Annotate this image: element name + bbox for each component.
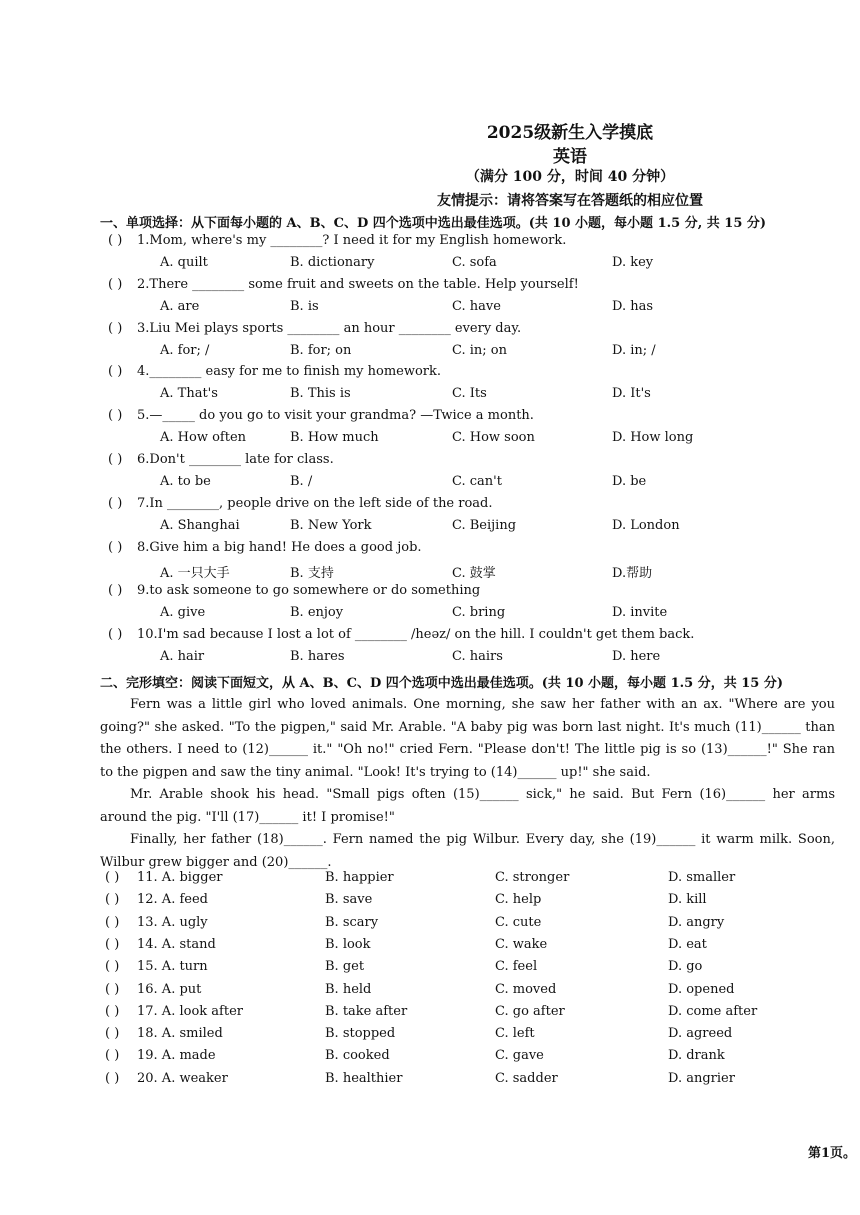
option-a: A. to be bbox=[160, 474, 211, 489]
option-c: C. sadder bbox=[495, 1070, 558, 1086]
option-c: C. wake bbox=[495, 936, 548, 952]
option-c: C. have bbox=[452, 298, 501, 314]
option-c: C. gave bbox=[495, 1048, 544, 1064]
option-a: A. for; / bbox=[160, 342, 210, 358]
option-a: A. quilt bbox=[160, 255, 208, 270]
question-stem: 9.to ask someone to go somewhere or do something bbox=[137, 583, 481, 599]
option-b: B. save bbox=[325, 892, 373, 908]
option-c: C. left bbox=[495, 1026, 535, 1042]
question-stem: 4.________ easy for me to finish my homework. bbox=[137, 364, 442, 380]
option-d: D. smaller bbox=[668, 870, 736, 885]
option-d: D.帮助 bbox=[612, 565, 653, 581]
answer-blank[interactable]: ( ) bbox=[108, 495, 123, 511]
option-d: D. go bbox=[668, 959, 703, 975]
score-time: （满分 100 分，时间 40 分钟） bbox=[465, 169, 675, 185]
option-a: A. are bbox=[160, 298, 200, 314]
option-a: 14. A. stand bbox=[137, 936, 216, 952]
answer-blank[interactable]: ( ) bbox=[108, 276, 123, 292]
option-b: B. enjoy bbox=[290, 605, 344, 621]
option-d: D. has bbox=[612, 298, 654, 314]
answer-blank[interactable]: ( ) bbox=[105, 914, 120, 930]
option-d: D. key bbox=[612, 255, 654, 270]
cloze-item-11 bbox=[0, 870, 860, 892]
option-b: B. get bbox=[325, 959, 365, 975]
option-b: B. hares bbox=[290, 649, 345, 665]
option-c: C. cute bbox=[495, 914, 542, 930]
answer-blank[interactable]: ( ) bbox=[105, 959, 120, 975]
question-6-options bbox=[0, 474, 860, 496]
question-8 bbox=[0, 540, 860, 562]
option-c: C. 鼓掌 bbox=[452, 565, 496, 581]
section2-heading: 二、完形填空：阅读下面短文，从 A、B、C、D 四个选项中选出最佳选项。(共 10 小题，每小题 1.5 分，共 15 分) bbox=[100, 676, 784, 691]
question-stem: 8.Give him a big hand! He does a good job. bbox=[137, 539, 422, 555]
option-a: 12. A. feed bbox=[137, 892, 208, 908]
question-5 bbox=[0, 408, 860, 430]
option-d: D. angrier bbox=[668, 1070, 735, 1086]
answer-blank[interactable]: ( ) bbox=[105, 892, 120, 908]
question-9-options bbox=[0, 605, 860, 627]
option-b: B. New York bbox=[290, 517, 372, 533]
option-d: D. angry bbox=[668, 914, 725, 930]
option-a: A. That's bbox=[160, 386, 218, 402]
question-3-options bbox=[0, 343, 860, 365]
answer-blank[interactable]: ( ) bbox=[105, 870, 120, 885]
option-b: B. dictionary bbox=[290, 255, 375, 270]
option-d: D. eat bbox=[668, 936, 707, 952]
option-a: 16. A. put bbox=[137, 981, 202, 997]
passage-paragraph-2: Mr. Arable shook his head. "Small pigs often (15)______ sick," he said. But Fern (16)______ her arms around the pig. "I'll (17)______ it! I promise!" bbox=[100, 787, 835, 825]
option-b: B. take after bbox=[325, 1003, 408, 1019]
option-c: C. sofa bbox=[452, 255, 497, 270]
exam-title: 2025级新生入学摸底 bbox=[486, 123, 654, 143]
page-number: 第1页。 bbox=[808, 1146, 857, 1161]
option-d: D. kill bbox=[668, 892, 707, 908]
question-9 bbox=[0, 583, 860, 605]
passage-paragraph-1: Fern was a little girl who loved animals. One morning, she saw her father with an ax. "Where are you going?" she asked. "To the pigpen," said Mr. Arable. "A baby pig was born last night. It's much (11)______ than the others. I need to (12)______ it." "Oh no!" cried Fern. "Please don't! The little pig is so (13)______!" She ran to the pigpen and saw the tiny animal. "Look! It's trying to (14)______ up!" she said. bbox=[100, 697, 835, 780]
answer-blank[interactable]: ( ) bbox=[105, 1003, 120, 1019]
option-c: C. hairs bbox=[452, 649, 503, 665]
option-a: 11. A. bigger bbox=[137, 870, 223, 885]
option-a: A. 一只大手 bbox=[160, 565, 230, 581]
question-7-options bbox=[0, 518, 860, 540]
option-a: 17. A. look after bbox=[137, 1003, 243, 1019]
subject-title: 英语 bbox=[553, 147, 587, 167]
option-b: B. cooked bbox=[325, 1048, 390, 1064]
option-b: B. happier bbox=[325, 870, 394, 885]
question-6 bbox=[0, 452, 860, 474]
section1-heading: 一、单项选择：从下面每小题的 A、B、C、D 四个选项中选出最佳选项。(共 10 小题，每小题 1.5 分, 共 15 分) bbox=[100, 216, 767, 231]
option-d: D. London bbox=[612, 517, 680, 533]
option-a: 18. A. smiled bbox=[137, 1026, 223, 1042]
answer-blank[interactable]: ( ) bbox=[108, 583, 123, 599]
option-c: C. feel bbox=[495, 959, 538, 975]
answer-blank[interactable]: ( ) bbox=[108, 364, 123, 380]
option-b: B. look bbox=[325, 936, 371, 952]
cloze-item-12 bbox=[0, 892, 860, 914]
option-b: B. for; on bbox=[290, 342, 352, 358]
question-7 bbox=[0, 496, 860, 518]
option-a: 15. A. turn bbox=[137, 959, 208, 975]
option-a: 13. A. ugly bbox=[137, 914, 208, 930]
cloze-item-14 bbox=[0, 937, 860, 959]
cloze-item-20 bbox=[0, 1071, 860, 1093]
question-4 bbox=[0, 364, 860, 386]
question-3 bbox=[0, 321, 860, 343]
answer-blank[interactable]: ( ) bbox=[105, 1026, 120, 1042]
option-d: D. drank bbox=[668, 1048, 725, 1064]
option-d: D. opened bbox=[668, 981, 735, 997]
option-b: B. / bbox=[290, 474, 313, 489]
question-stem: 2.There ________ some fruit and sweets on the table. Help yourself! bbox=[137, 276, 579, 292]
option-c: C. moved bbox=[495, 981, 557, 997]
answer-blank[interactable]: ( ) bbox=[105, 1048, 120, 1064]
option-c: C. bring bbox=[452, 605, 506, 621]
option-a: A. Shanghai bbox=[160, 517, 240, 533]
option-a: 19. A. made bbox=[137, 1048, 216, 1064]
option-d: D. It's bbox=[612, 386, 651, 402]
option-d: D. in; / bbox=[612, 342, 656, 358]
answer-blank[interactable]: ( ) bbox=[105, 936, 120, 952]
option-b: B. scary bbox=[325, 914, 379, 930]
passage-paragraph-3: Finally, her father (18)______. Fern named the pig Wilbur. Every day, she (19)______ it warm milk. Soon, Wilbur grew bigger and (20)______. bbox=[100, 832, 835, 870]
option-d: D. agreed bbox=[668, 1026, 733, 1042]
question-stem: 6.Don't ________ late for class. bbox=[137, 452, 334, 467]
option-d: D. be bbox=[612, 474, 647, 489]
cloze-item-15 bbox=[0, 959, 860, 981]
question-1-options bbox=[0, 255, 860, 277]
option-c: C. Its bbox=[452, 386, 487, 402]
question-10 bbox=[0, 627, 860, 649]
option-b: B. This is bbox=[290, 386, 351, 402]
option-d: D. invite bbox=[612, 605, 668, 621]
answer-blank[interactable]: ( ) bbox=[108, 627, 123, 643]
answer-blank[interactable]: ( ) bbox=[108, 408, 123, 424]
question-1 bbox=[0, 233, 860, 255]
question-stem: 5.—_____ do you go to visit your grandma? —Twice a month. bbox=[137, 408, 534, 424]
option-c: C. can't bbox=[452, 474, 502, 489]
option-d: D. How long bbox=[612, 430, 694, 446]
answer-blank[interactable]: ( ) bbox=[105, 981, 120, 997]
option-b: B. is bbox=[290, 298, 319, 314]
question-stem: 10.I'm sad because I lost a lot of ________ /heəz/ on the hill. I couldn't get them back. bbox=[137, 627, 695, 643]
option-c: C. go after bbox=[495, 1003, 565, 1019]
option-b: B. healthier bbox=[325, 1070, 403, 1086]
cloze-item-19 bbox=[0, 1048, 860, 1070]
question-4-options bbox=[0, 386, 860, 408]
cloze-item-18 bbox=[0, 1026, 860, 1048]
friendly-tip: 友情提示：请将答案写在答题纸的相应位置 bbox=[437, 193, 703, 209]
option-c: C. help bbox=[495, 892, 542, 908]
option-b: B. held bbox=[325, 981, 372, 997]
question-10-options bbox=[0, 649, 860, 671]
answer-blank[interactable]: ( ) bbox=[105, 1070, 120, 1086]
option-b: B. 支持 bbox=[290, 565, 334, 581]
option-c: C. How soon bbox=[452, 430, 535, 446]
cloze-item-17 bbox=[0, 1004, 860, 1026]
answer-blank[interactable]: ( ) bbox=[108, 320, 123, 336]
option-c: C. stronger bbox=[495, 870, 570, 885]
answer-blank[interactable]: ( ) bbox=[108, 452, 123, 467]
option-c: C. in; on bbox=[452, 342, 507, 358]
question-8-options bbox=[0, 562, 860, 584]
cloze-item-13 bbox=[0, 915, 860, 937]
option-d: D. here bbox=[612, 649, 661, 665]
option-a: A. hair bbox=[160, 649, 205, 665]
option-d: D. come after bbox=[668, 1003, 758, 1019]
option-b: B. stopped bbox=[325, 1026, 396, 1042]
question-5-options bbox=[0, 430, 860, 452]
question-2 bbox=[0, 277, 860, 299]
answer-blank[interactable]: ( ) bbox=[108, 539, 123, 555]
cloze-item-16 bbox=[0, 982, 860, 1004]
question-stem: 1.Mom, where's my ________? I need it for my English homework. bbox=[137, 233, 567, 248]
option-a: 20. A. weaker bbox=[137, 1070, 228, 1086]
question-2-options bbox=[0, 299, 860, 321]
answer-blank[interactable]: ( ) bbox=[108, 233, 123, 248]
option-b: B. How much bbox=[290, 430, 379, 446]
option-a: A. How often bbox=[160, 430, 247, 446]
option-c: C. Beijing bbox=[452, 517, 517, 533]
question-stem: 3.Liu Mei plays sports ________ an hour ________ every day. bbox=[137, 320, 522, 336]
option-a: A. give bbox=[160, 605, 206, 621]
question-stem: 7.In ________, people drive on the left side of the road. bbox=[137, 495, 493, 511]
